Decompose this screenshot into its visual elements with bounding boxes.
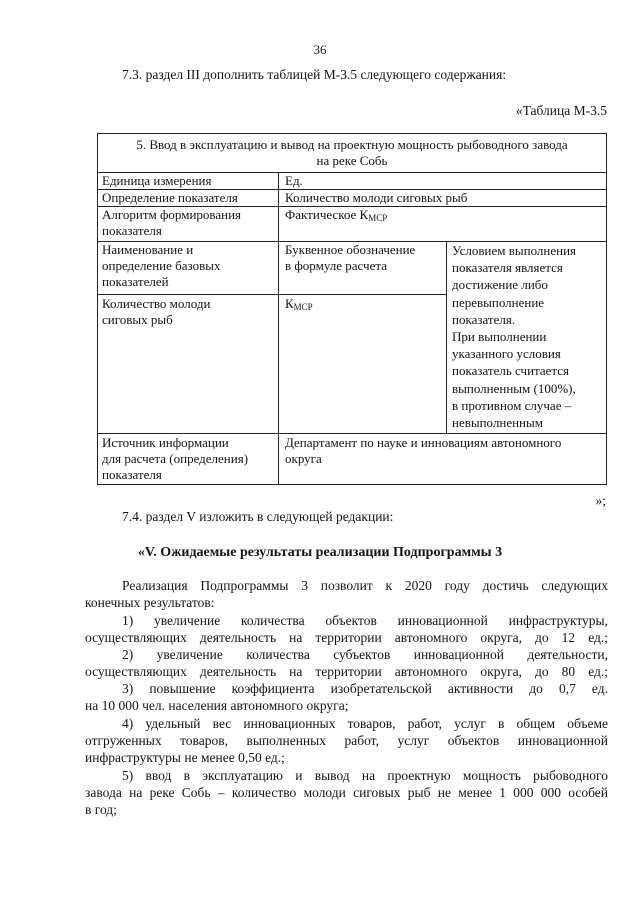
table-divider [446,241,447,433]
body-line: 4) удельный вес инновационных товаров, работ, услуг в общем объеме [122,716,608,731]
condition-line: достижение либо [452,277,548,293]
base-label-line: Наименование и [102,242,194,257]
fish-symbol [281,296,446,315]
condition-line: показатель считается [452,363,570,379]
definition-value: Количество молоди сиговых рыб [285,190,468,205]
table-m-3-5 [97,133,607,485]
body-line: в год; [85,802,117,817]
body-line: завода на реке Собь – количество молоди сиговых рыб не менее 1 000 000 особей [85,785,608,800]
condition-line: показателя является [452,260,563,276]
fish-label-line: Количество молоди [102,296,211,311]
table-close-quote: »; [595,493,606,508]
algorithm-value-text: Фактическое К [285,207,369,222]
body-line: конечных результатов: [85,595,215,610]
body-line: 3) повышение коэффициента изобретательской активности до 0,7 ед. [122,681,608,696]
condition-line: показателя. [452,311,516,327]
condition-line: невыполненным [452,415,543,431]
condition-text [448,242,606,431]
algorithm-label-line: показателя [102,223,162,238]
body-line: инфраструктуры не менее 0,50 ед.; [85,750,285,765]
source-label-line: для расчета (определения) [102,451,249,466]
source-value [281,435,606,467]
table-rule [98,294,446,295]
source-value-line: округа [285,451,322,466]
table-caption: «Таблица М-3.5 [515,103,607,118]
table-title-line: 5. Ввод в эксплуатацию и вывод на проектную мощность рыбоводного завода [136,137,568,152]
condition-line: выполненным (100%), [452,380,576,396]
body-line: отгруженных товаров, выполненных работ, услуг объектов инновационной [85,733,608,748]
fish-symbol-text: К [285,296,294,311]
letter-label [281,242,446,274]
algorithm-value-subscript: МСР [368,213,388,223]
body-line: 2) увеличение количества субъектов инновационной деятельности, [122,647,608,662]
source-value-line: Департамент по науке и инновациям автономного [285,435,562,450]
body-line: на 10 000 чел. населения автономного округа; [85,698,349,713]
base-label-line: определение базовых [102,258,221,273]
base-label [98,242,278,290]
source-label-line: показателя [102,467,162,482]
condition-line: в противном случае – [452,397,572,413]
table-title-line: на реке Собь [316,153,388,168]
letter-label-line: в формуле расчета [285,258,387,273]
paragraph-7-3: 7.3. раздел III дополнить таблицей М-3.5 следующего содержания: [122,67,507,82]
algorithm-value [281,207,601,226]
body-line: осуществляющих деятельность на территории автономного округа, до 80 ед.; [85,664,608,679]
base-label-line: показателей [102,274,169,289]
source-label-line: Источник информации [102,435,229,450]
unit-label: Единица измерения [102,173,212,188]
condition-line: При выполнении [452,329,547,345]
section-heading: «V. Ожидаемые результаты реализации Подпрограммы 3 [137,545,503,560]
definition-label: Определение показателя [102,190,238,205]
table-divider [278,172,279,485]
algorithm-label-line: Алгоритм формирования [102,207,242,222]
fish-label [98,296,278,328]
table-title [98,137,606,169]
condition-line: Условием выполнения [452,243,577,258]
algorithm-label [98,207,278,239]
body-line: осуществляющих деятельность на территории автономного округа, до 12 ед.; [85,630,608,645]
body-line: Реализация Подпрограммы 3 позволит к 2020 году достичь следующих [122,578,608,593]
body-line: 5) ввод в эксплуатацию и вывод на проектную мощность рыбоводного [122,768,608,783]
condition-line: указанного условия [452,346,561,362]
unit-value: Ед. [285,173,303,188]
page-number: 36 [313,42,327,57]
fish-label-line: сиговых рыб [102,312,173,327]
table-rule [98,433,606,434]
condition-line: перевыполнение [452,294,545,310]
fish-symbol-subscript: МСР [293,302,313,312]
body-line: 1) увеличение количества объектов инновационной инфраструктуры, [122,613,608,628]
paragraph-7-4: 7.4. раздел V изложить в следующей редакции: [122,509,394,524]
letter-label-line: Буквенное обозначение [285,242,416,257]
source-label [98,435,278,483]
